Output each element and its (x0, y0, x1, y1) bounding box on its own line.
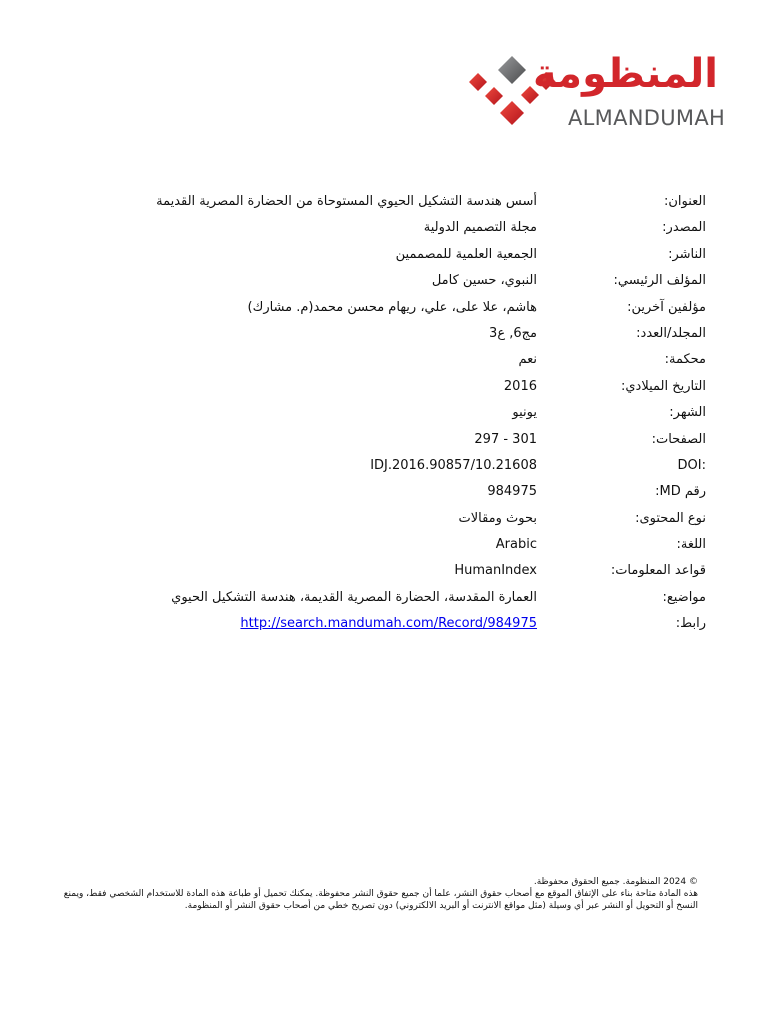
record-row-peer-reviewed (100, 347, 706, 373)
record-value: 984975 (487, 484, 537, 500)
record-row-publisher (100, 242, 706, 268)
record-value (100, 611, 537, 637)
record-label: المصدر: (662, 220, 706, 236)
record-label: مواضيع: (662, 589, 706, 605)
record-value: HumanIndex (454, 563, 537, 579)
logo-arabic-text: المنظومة (533, 51, 718, 97)
record-value: هاشم، علا على، علي، ريهام محسن محمد(م. مشارك) (247, 299, 537, 315)
record-label: مؤلفين آخرين: (627, 299, 706, 315)
record-label: رقم MD: (655, 484, 706, 500)
record-row-databases (100, 558, 706, 584)
record-label: DOI: (677, 457, 706, 473)
record-row-pages (100, 427, 706, 453)
record-row-doi (100, 453, 706, 479)
copyright-footer (52, 876, 698, 912)
logo-gray-diamond (498, 56, 526, 84)
record-value: مج6, ع3 (489, 325, 537, 341)
record-label: التاريخ الميلادي: (621, 378, 706, 394)
record-label: رابط: (675, 616, 706, 632)
record-value: أسس هندسة التشكيل الحيوي المستوحاة من الحضارة المصرية القديمة (156, 194, 537, 209)
record-value: 10.21608/IDJ.2016.90857 (370, 457, 537, 473)
logo-red-diamond-center (500, 101, 524, 125)
record-label: الشهر: (669, 405, 706, 421)
record-row-other-authors (100, 295, 706, 321)
record-row-title (100, 189, 706, 215)
record-value: Arabic (495, 537, 537, 553)
record-row-main-author (100, 268, 706, 294)
record-label: المؤلف الرئيسي: (613, 273, 706, 289)
record-row-link (100, 611, 706, 637)
record-value: الجمعية العلمية للمصممين (395, 246, 537, 262)
record-label: الناشر: (668, 246, 706, 262)
record-value: 2016 (503, 378, 537, 394)
almandumah-logo (466, 51, 726, 136)
record-row-volume-issue (100, 321, 706, 347)
record-value: نعم (518, 352, 537, 368)
record-value: يونيو (512, 405, 537, 421)
record-value: العمارة المقدسة، الحضارة المصرية القديمة، هندسة التشكيل الحيوي (171, 589, 537, 605)
record-label: محكمة: (664, 352, 706, 368)
logo-latin-text: ALMANDUMAH (568, 106, 726, 130)
record-row-month (100, 400, 706, 426)
record-label: نوع المحتوى: (635, 510, 706, 526)
record-label: اللغة: (676, 537, 706, 553)
logo-red-diamond-left-middle (485, 87, 503, 105)
record-row-subjects (100, 585, 706, 611)
record-row-language (100, 532, 706, 558)
record-row-md-number (100, 479, 706, 505)
record-label: الصفحات: (651, 431, 706, 447)
record-label: العنوان: (663, 194, 706, 209)
record-label: المجلد/العدد: (636, 325, 706, 341)
record-link[interactable]: http://search.mandumah.com/Record/984975 (240, 616, 537, 632)
record-value: النبوي، حسين كامل (431, 273, 537, 289)
record-details (100, 189, 706, 638)
logo-red-diamond-left-top (469, 73, 487, 91)
record-value: بحوث ومقالات (458, 510, 537, 526)
copyright-notice: هذه المادة متاحة بناء على الإتفاق الموقع مع أصحاب حقوق النشر، علما أن جميع حقوق النشر محفوظة. يمكنك تحميل أو طباعة هذه المادة للاستخدام الشخصي فقط، ويمنع النسخ أو التحويل أو النشر عبر أي وسيلة (مثل مواقع الانترنت أو البريد الالكتروني) دون تصريح خطي من أصحاب حقوق النشر أو المنظومة. (63, 889, 698, 911)
record-value: مجلة التصميم الدولية (423, 220, 537, 236)
record-value: 297 - 301 (474, 431, 537, 447)
record-row-content-type (100, 506, 706, 532)
record-row-year (100, 374, 706, 400)
record-row-source (100, 215, 706, 241)
copyright-line: © 2024 المنظومة. جميع الحقوق محفوظة. (533, 877, 698, 887)
record-label: قواعد المعلومات: (610, 563, 706, 579)
